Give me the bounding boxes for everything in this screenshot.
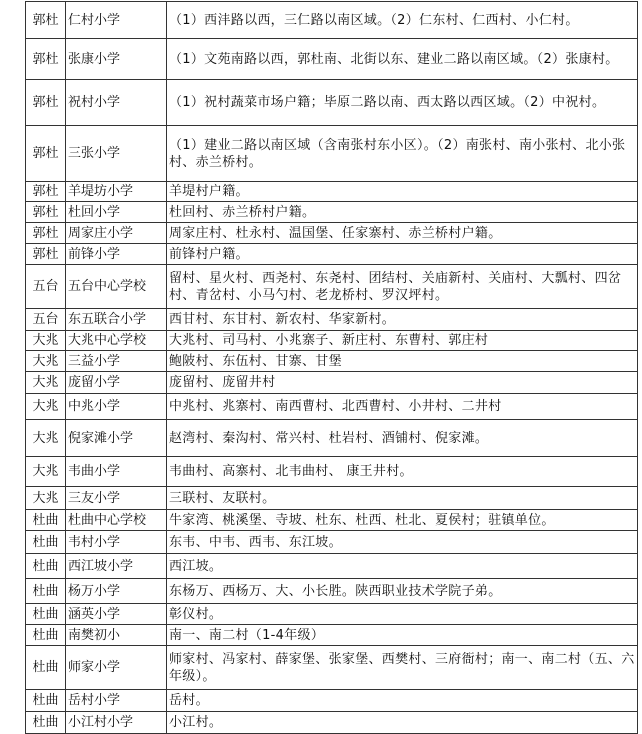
area-cell: 小江村。 <box>167 712 638 734</box>
area-cell: 西甘村、东甘村、新农村、华家新村。 <box>167 309 638 331</box>
town-cell: 大兆 <box>26 372 66 394</box>
school-cell: 倪家滩小学 <box>66 420 167 457</box>
town-cell: 大兆 <box>26 487 66 510</box>
area-cell: 中兆村、兆寨村、南西曹村、北西曹村、小井村、二井村 <box>167 394 638 420</box>
town-cell: 杜曲 <box>26 712 66 734</box>
table-row <box>26 80 638 126</box>
table-row <box>26 126 638 182</box>
table-row <box>26 510 638 531</box>
town-cell: 五台 <box>26 265 66 309</box>
school-cell: 韦曲小学 <box>66 457 167 487</box>
school-cell: 周家庄小学 <box>66 223 167 244</box>
school-cell: 三张小学 <box>66 126 167 182</box>
table-row <box>26 531 638 554</box>
table-row <box>26 625 638 646</box>
table-row <box>26 265 638 309</box>
table-row <box>26 202 638 223</box>
table-row <box>26 457 638 487</box>
area-cell: 西江坡。 <box>167 554 638 579</box>
area-cell: 羊堤村户籍。 <box>167 182 638 202</box>
school-cell: 杨万小学 <box>66 579 167 604</box>
town-cell: 郭杜 <box>26 126 66 182</box>
area-cell: 彰仪村。 <box>167 604 638 625</box>
school-cell: 仁村小学 <box>66 2 167 39</box>
school-cell: 东五联合小学 <box>66 309 167 331</box>
area-cell: 鲍陂村、东伍村、甘寨、甘堡 <box>167 351 638 372</box>
town-cell: 五台 <box>26 309 66 331</box>
area-cell: 南一、南二村（1-4年级） <box>167 625 638 646</box>
table-row <box>26 690 638 712</box>
school-cell: 韦村小学 <box>66 531 167 554</box>
school-cell: 张康小学 <box>66 39 167 80</box>
area-cell: 韦曲村、高寨村、北韦曲村、 康王井村。 <box>167 457 638 487</box>
town-cell: 杜曲 <box>26 646 66 690</box>
town-cell: 杜曲 <box>26 554 66 579</box>
town-cell: 郭杜 <box>26 223 66 244</box>
town-cell: 大兆 <box>26 394 66 420</box>
area-cell: 前锋村户籍。 <box>167 244 638 265</box>
town-cell: 郭杜 <box>26 182 66 202</box>
town-cell: 郭杜 <box>26 244 66 265</box>
school-district-table <box>25 1 638 734</box>
school-cell: 三友小学 <box>66 487 167 510</box>
school-cell: 小江村小学 <box>66 712 167 734</box>
table-row <box>26 223 638 244</box>
town-cell: 郭杜 <box>26 39 66 80</box>
table-row <box>26 420 638 457</box>
area-cell: 岳村。 <box>167 690 638 712</box>
area-cell: （1）建业二路以南区域（含南张村东小区）。（2）南张村、南小张村、北小张村、赤兰桥村。 <box>167 126 638 182</box>
town-cell: 杜曲 <box>26 531 66 554</box>
table-row <box>26 487 638 510</box>
area-cell: 东杨万、西杨万、大、小长胜。陕西职业技术学院子弟。 <box>167 579 638 604</box>
area-cell: 东韦、中韦、西韦、东江坡。 <box>167 531 638 554</box>
school-cell: 大兆中心学校 <box>66 331 167 351</box>
table-row <box>26 604 638 625</box>
area-cell: 赵湾村、秦沟村、常兴村、杜岩村、酒铺村、倪家滩。 <box>167 420 638 457</box>
table-row <box>26 244 638 265</box>
area-cell: 三联村、友联村。 <box>167 487 638 510</box>
town-cell: 杜曲 <box>26 604 66 625</box>
town-cell: 大兆 <box>26 351 66 372</box>
school-cell: 师家小学 <box>66 646 167 690</box>
school-cell: 前锋小学 <box>66 244 167 265</box>
table-row <box>26 579 638 604</box>
area-cell: 周家庄村、杜永村、温国堡、任家寨村、赤兰桥村户籍。 <box>167 223 638 244</box>
school-cell: 涵英小学 <box>66 604 167 625</box>
table-row <box>26 309 638 331</box>
area-cell: 大兆村、司马村、小兆寨子、新庄村、东曹村、郭庄村 <box>167 331 638 351</box>
area-cell: （1）西沣路以西，三仁路以南区域。（2）仁东村、仁西村、小仁村。 <box>167 2 638 39</box>
school-cell: 中兆小学 <box>66 394 167 420</box>
town-cell: 杜曲 <box>26 690 66 712</box>
school-cell: 岳村小学 <box>66 690 167 712</box>
town-cell: 郭杜 <box>26 2 66 39</box>
town-cell: 郭杜 <box>26 80 66 126</box>
school-cell: 庞留小学 <box>66 372 167 394</box>
area-cell: 杜回村、赤兰桥村户籍。 <box>167 202 638 223</box>
area-cell: 留村、星火村、西尧村、东尧村、团结村、关庙新村、关庙村、大瓢村、四岔村、青岔村、小马勺村、老龙桥村、罗汉坪村。 <box>167 265 638 309</box>
table-row <box>26 554 638 579</box>
area-cell: 庞留村、庞留井村 <box>167 372 638 394</box>
town-cell: 杜曲 <box>26 625 66 646</box>
table-row <box>26 2 638 39</box>
table-row <box>26 712 638 734</box>
town-cell: 大兆 <box>26 420 66 457</box>
school-cell: 杜曲中心学校 <box>66 510 167 531</box>
school-cell: 羊堤坊小学 <box>66 182 167 202</box>
table-row <box>26 39 638 80</box>
school-cell: 五台中心学校 <box>66 265 167 309</box>
town-cell: 大兆 <box>26 331 66 351</box>
table-row <box>26 182 638 202</box>
school-cell: 南樊初小 <box>66 625 167 646</box>
area-cell: （1）文苑南路以西，郭杜南、北街以东、建业二路以南区域。（2）张康村。 <box>167 39 638 80</box>
school-cell: 西江坡小学 <box>66 554 167 579</box>
school-cell: 三益小学 <box>66 351 167 372</box>
town-cell: 杜曲 <box>26 510 66 531</box>
school-district-table-body <box>26 2 638 734</box>
table-row <box>26 372 638 394</box>
table-row <box>26 394 638 420</box>
school-cell: 祝村小学 <box>66 80 167 126</box>
area-cell: （1）祝村蔬菜市场户籍；毕原二路以南、西太路以西区域。（2）中祝村。 <box>167 80 638 126</box>
table-row <box>26 331 638 351</box>
town-cell: 大兆 <box>26 457 66 487</box>
table-row <box>26 351 638 372</box>
school-cell: 杜回小学 <box>66 202 167 223</box>
town-cell: 杜曲 <box>26 579 66 604</box>
area-cell: 师家村、冯家村、薛家堡、张家堡、西樊村、三府衙村；南一、南二村（五、六年级）。 <box>167 646 638 690</box>
town-cell: 郭杜 <box>26 202 66 223</box>
area-cell: 牛家湾、桃溪堡、寺坡、杜东、杜西、杜北、夏侯村；驻镇单位。 <box>167 510 638 531</box>
table-row <box>26 646 638 690</box>
